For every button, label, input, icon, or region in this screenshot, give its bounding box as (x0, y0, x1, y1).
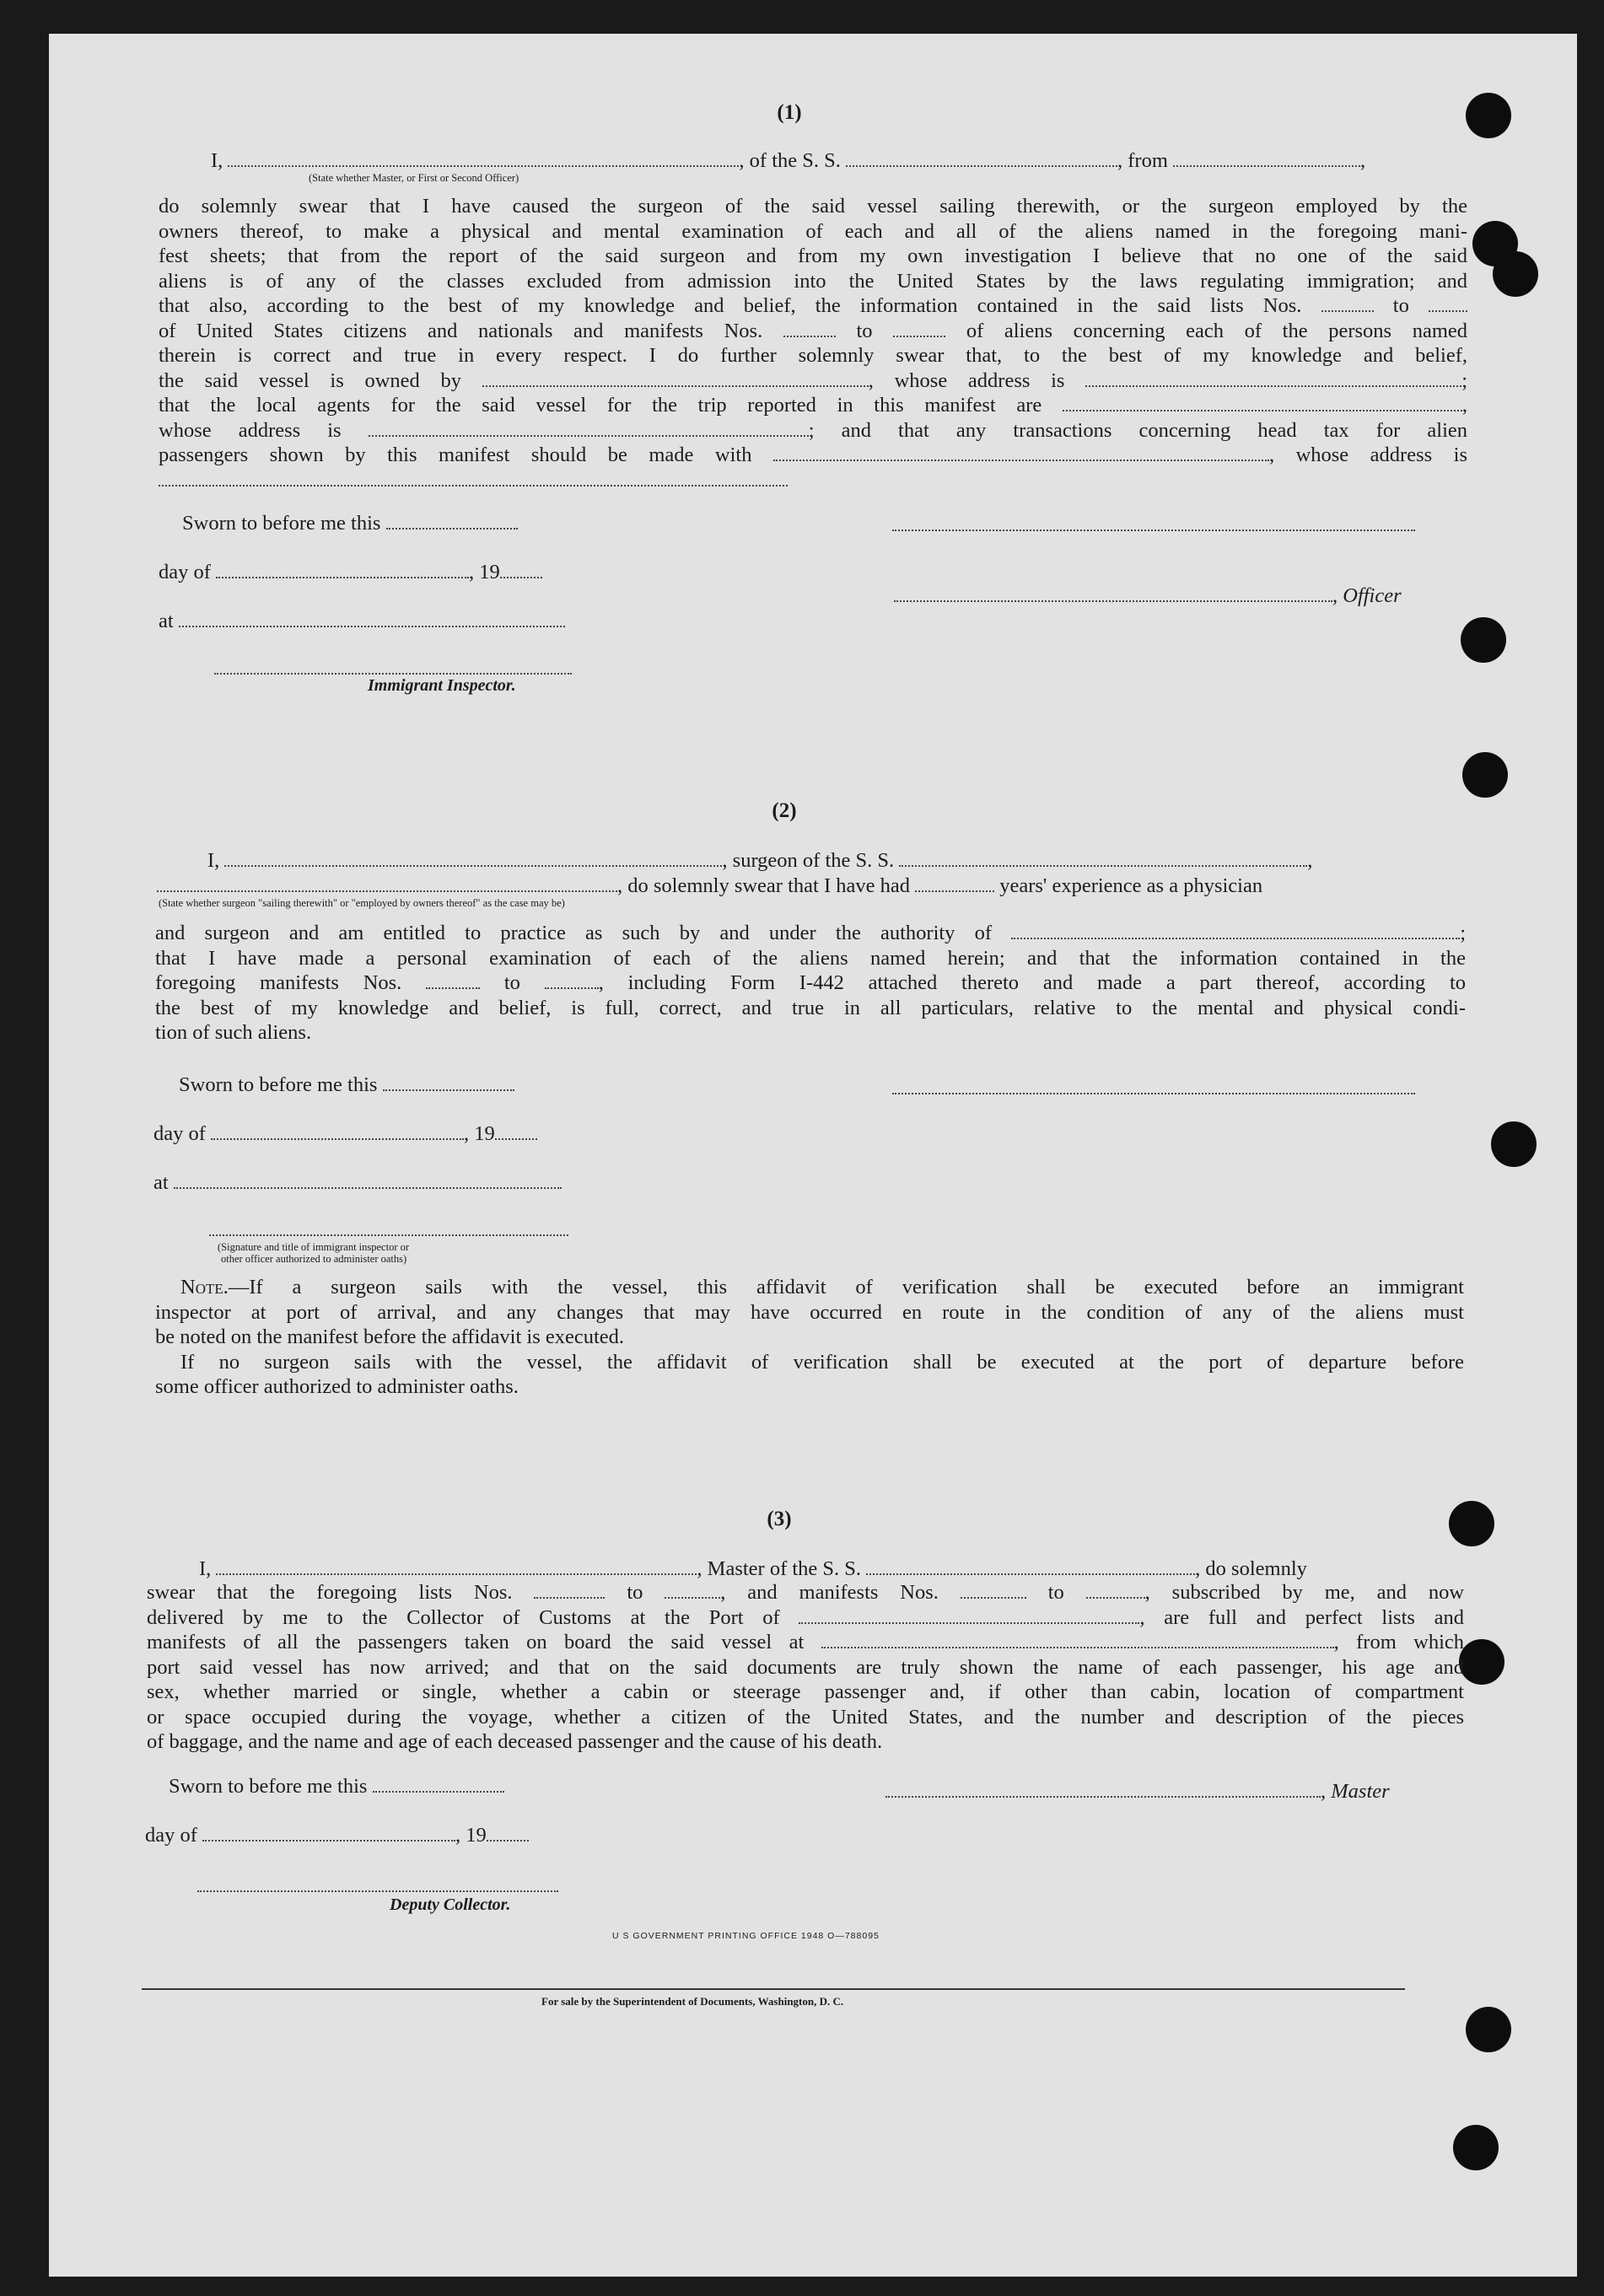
authority-field[interactable] (1011, 921, 1460, 939)
officer-name-field[interactable] (228, 148, 739, 167)
section-1-first-line: I, , of the S. S. , from , (211, 149, 1366, 172)
signature-note-1: (Signature and title of immigrant inspector or (218, 1241, 410, 1253)
punch-hole (1459, 1639, 1504, 1685)
text-line: and surgeon and am entitled to practice as such by and under the authority of ; (155, 922, 1467, 944)
head-tax-address-field[interactable] (159, 468, 788, 487)
collector-signature-field[interactable] (197, 1874, 558, 1892)
surgeon-vessel-field[interactable] (899, 848, 1307, 867)
text-line: do solemnly swear that I have caused the surgeon of the said vessel sailing therewith, or the surgeon employed by the (159, 195, 1467, 218)
for-sale-line: For sale by the Superintendent of Documents, Washington, D. C. (541, 1995, 844, 2008)
sworn-line-1: Sworn to before me this (182, 511, 518, 536)
immigrant-inspector-label: Immigrant Inspector. (368, 676, 516, 695)
text-line: If no surgeon sails with the vessel, the affidavit of verification shall be executed at the port of departure before (180, 1350, 1464, 1374)
text-line: sex, whether married or single, whether a cabin or steerage passenger and, if other than cabin, location of compartment (147, 1680, 1464, 1703)
section-2-body (155, 921, 1466, 1046)
sworn-line-3: Sworn to before me this (169, 1774, 504, 1799)
surgeon-name-field[interactable] (224, 848, 722, 867)
manifests-to-field[interactable] (1086, 1580, 1145, 1599)
section-3-first-line: I, , Master of the S. S. , do solemnly (199, 1557, 1307, 1580)
surgeon-status-field[interactable] (157, 874, 617, 892)
master-name-field[interactable] (216, 1557, 697, 1575)
text-line: be noted on the manifest before the affidavit is executed. (155, 1325, 625, 1348)
from-port-field[interactable] (1173, 148, 1360, 167)
embarkation-port-field[interactable] (821, 1630, 1334, 1648)
surgeon-status-note: (State whether surgeon "sailing therewith" or "employed by owners thereof" as the case may be) (159, 897, 565, 909)
form-page (49, 34, 1577, 2277)
month-field[interactable] (211, 1121, 464, 1140)
text-line: delivered by me to the Collector of Customs at the Port of , are full and perfect lists and (147, 1605, 1465, 1629)
master-signature-line: , Master (885, 1779, 1390, 1804)
lists-to-field[interactable] (1429, 293, 1467, 312)
text-line: therein is correct and true in every respect. I do further solemnly swear that, to the best of my knowledge and belief, (159, 344, 1467, 367)
at-line-1: at (159, 609, 565, 634)
sworn-day-field[interactable] (386, 511, 518, 530)
sworn-day-field[interactable] (373, 1774, 504, 1793)
manifests-from-field[interactable] (783, 319, 836, 337)
surgeon-signature-field[interactable] (892, 1076, 1415, 1094)
manifests-from-field[interactable] (426, 971, 480, 989)
day-of-line-2: day of , 19 (153, 1121, 537, 1147)
text-line: inspector at port of arrival, and any changes that may have occurred en route in the condition of any of the aliens must (155, 1300, 1464, 1324)
lists-to-field[interactable] (665, 1580, 720, 1599)
year-field[interactable] (495, 1121, 537, 1140)
punch-hole (1461, 617, 1506, 663)
at-place-field[interactable] (179, 609, 565, 627)
text-line: tion of such aliens. (155, 1021, 312, 1044)
section-1-rank-note: (State whether Master, or First or Second Officer) (309, 172, 519, 184)
officer-title-field[interactable] (894, 583, 1332, 602)
at-place-field[interactable] (174, 1170, 562, 1189)
text-line: Note.—If a surgeon sails with the vessel, this affidavit of verification shall be executed before an immigrant (180, 1276, 1464, 1299)
section-2-number: (2) (772, 799, 797, 822)
punch-hole (1453, 2125, 1499, 2170)
text-line: owners thereof, to make a physical and mental examination of each and all of the aliens named in the foregoing mani- (159, 219, 1467, 243)
deputy-collector-label: Deputy Collector. (390, 1895, 511, 1914)
manifests-to-field[interactable] (893, 319, 945, 337)
text-line: that I have made a personal examination of each of the aliens named herein; and that the information contained in the (155, 946, 1466, 970)
punch-hole (1493, 251, 1538, 297)
master-vessel-field[interactable] (866, 1557, 1195, 1575)
vessel-name-field[interactable] (846, 148, 1117, 167)
month-field[interactable] (216, 560, 469, 578)
year-field[interactable] (500, 560, 542, 578)
section-2-second-line: , do solemnly swear that I have had years' experience as a physician (157, 874, 1262, 899)
years-experience-field[interactable] (915, 874, 994, 892)
note-block (155, 1275, 1464, 1400)
text-line: or space occupied during the voyage, whether a citizen of the United States, and the number and description of the pieces (147, 1705, 1464, 1729)
signature-note-2: other officer authorized to administer oaths) (221, 1253, 407, 1265)
agents-address-field[interactable] (369, 418, 809, 437)
officer-signature-field[interactable] (209, 1218, 568, 1236)
local-agents-field[interactable] (1063, 393, 1462, 411)
officer-signature-field[interactable] (892, 513, 1415, 531)
text-line: the said vessel is owned by , whose address is ; (159, 368, 1468, 392)
section-2-first-line: I, , surgeon of the S. S. , (207, 849, 1313, 872)
text-line: foregoing manifests Nos. to , including Form I-442 attached thereto and made a part thereof, according to (155, 971, 1467, 994)
text-line: aliens is of any of the classes excluded from admission into the United States by the laws regulating immigration; and (159, 269, 1467, 293)
day-of-line-1: day of , 19 (159, 560, 542, 585)
punch-hole (1449, 1501, 1494, 1546)
text-line: whose address is ; and that any transactions concerning head tax for alien (159, 418, 1468, 442)
footer-rule (142, 1988, 1405, 1990)
section-3-number: (3) (767, 1508, 792, 1530)
text-line: swear that the foregoing lists Nos. to , and manifests Nos. to , subscribed by me, and now (147, 1581, 1465, 1604)
head-tax-party-field[interactable] (773, 443, 1269, 461)
section-1-number: (1) (777, 101, 802, 124)
text-line (159, 468, 1467, 493)
owner-field[interactable] (482, 368, 869, 387)
manifests-from-field[interactable] (961, 1580, 1026, 1599)
text-line: manifests of all the passengers taken on board the said vessel at , from which (147, 1631, 1465, 1653)
lists-from-field[interactable] (534, 1580, 605, 1599)
punch-hole (1462, 752, 1508, 798)
section-3-body (147, 1580, 1464, 1755)
text-line: that also, according to the best of my knowledge and belief, the information contained in the said lists Nos. to (159, 293, 1467, 319)
customs-port-field[interactable] (799, 1605, 1139, 1624)
text-line: the best of my knowledge and belief, is full, correct, and true in all particulars, relative to the mental and physical condi- (155, 996, 1466, 1019)
text-line: port said vessel has now arrived; and that on the said documents are truly shown the name of each passenger, his age and (147, 1655, 1464, 1679)
year-field[interactable] (487, 1823, 529, 1842)
text-line: of United States citizens and nationals and manifests Nos. to of aliens concerning each of the persons named (159, 319, 1468, 342)
lists-from-field[interactable] (1321, 293, 1374, 312)
inspector-signature-field[interactable] (214, 656, 572, 675)
punch-hole (1491, 1121, 1537, 1167)
owner-address-field[interactable] (1085, 368, 1461, 387)
at-line-2: at (153, 1170, 562, 1196)
day-of-line-3: day of , 19 (145, 1823, 529, 1848)
punch-hole (1466, 2007, 1511, 2052)
printing-office-line: U S GOVERNMENT PRINTING OFFICE 1948 O—788095 (612, 1931, 880, 1941)
text-line: some officer authorized to administer oaths. (155, 1375, 519, 1398)
month-field[interactable] (202, 1823, 455, 1842)
text-line: fest sheets; that from the report of the said surgeon and from my own investigation I believe that no one of the said (159, 245, 1467, 267)
text-line: passengers shown by this manifest should be made with , whose address is (159, 444, 1467, 466)
manifests-to-field[interactable] (545, 971, 599, 989)
section-1-body (159, 194, 1467, 492)
master-signature-field[interactable] (885, 1779, 1321, 1798)
sworn-day-field[interactable] (383, 1073, 514, 1091)
text-line: that the local agents for the said vessel for the trip reported in this manifest are , (159, 394, 1468, 417)
text-line: of baggage, and the name and age of each deceased passenger and the cause of his death. (147, 1730, 883, 1753)
sworn-line-2: Sworn to before me this (179, 1073, 514, 1098)
note-label: Note. (180, 1276, 229, 1299)
punch-hole (1466, 93, 1511, 138)
officer-line: , Officer (894, 583, 1402, 609)
